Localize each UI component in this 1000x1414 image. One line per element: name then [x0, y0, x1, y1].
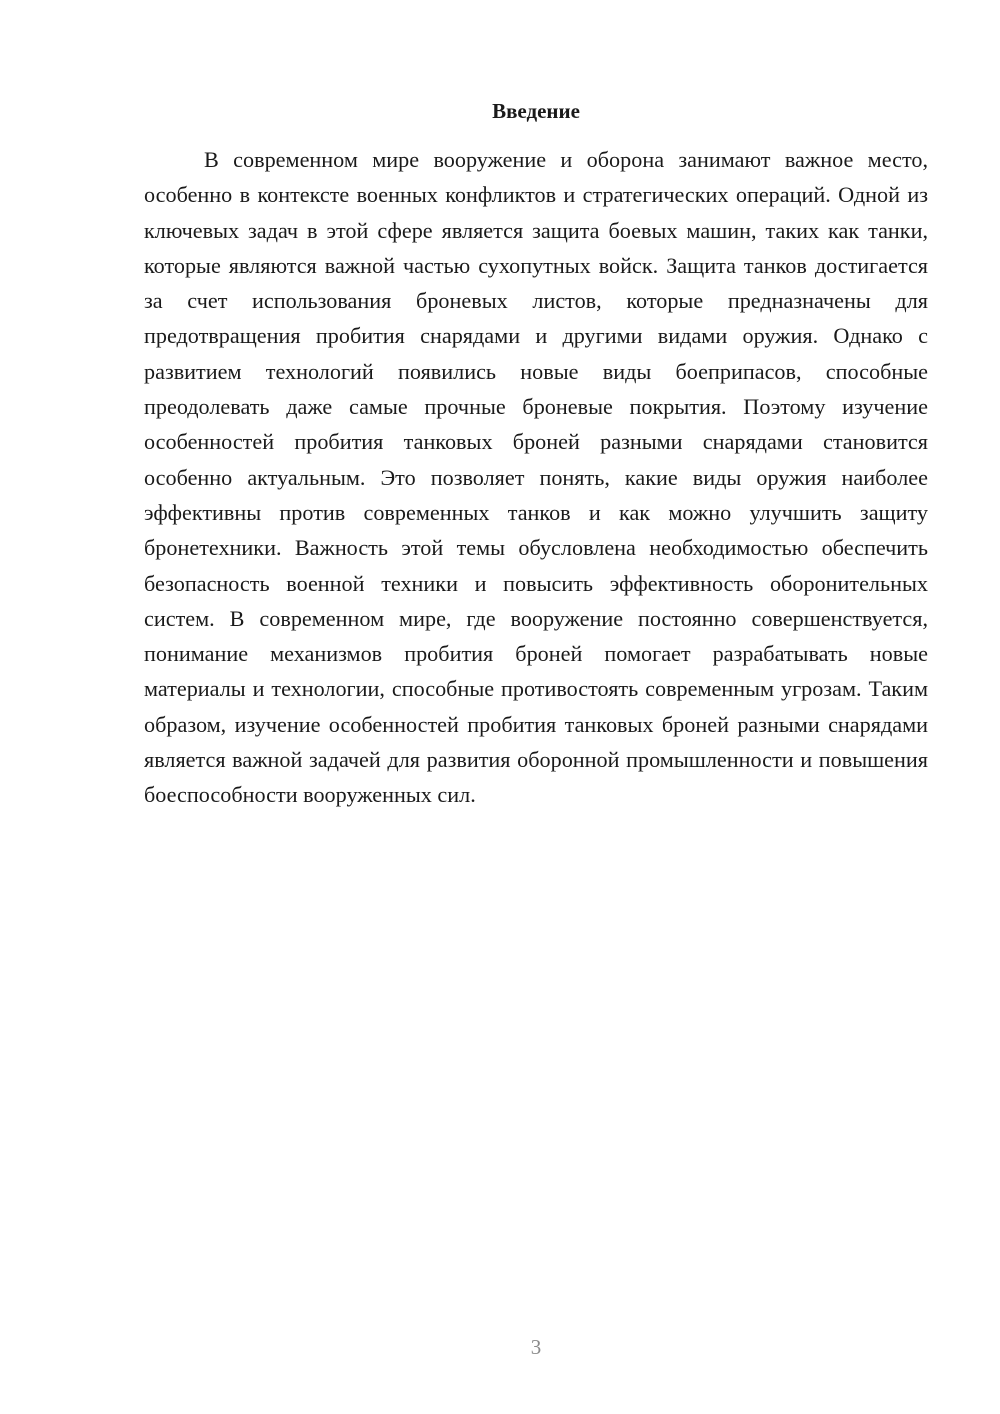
body-paragraph: В современном мире вооружение и оборона занимают важное место, особенно в контексте военных конфликтов и стратегических операций. Одной из ключевых задач в этой сфере является защита боевых машин, таких как танки, которые являются важной частью сухопутных войск. Защита танков достигается за счет использования броневых листов, которые предназначены для предотвращения пробития снарядами и другими видами оружия. Однако с развитием технологий появились новые виды боеприпасов, способные преодолевать даже самые прочные броневые покрытия. Поэтому изучение особенностей пробития танковых броней разными снарядами становится особенно актуальным. Это позволяет понять, какие виды оружия наиболее эффективны против современных танков и как можно улучшить защиту бронетехники. Важность этой темы обусловлена необходимостью обеспечить безопасность военной техники и повысить эффективность оборонительных систем. В современном мире, где вооружение постоянно совершенствуется, понимание механизмов пробития броней помогает разрабатывать новые материалы и технологии, способные противостоять современным угрозам. Таким образом, изучение особенностей пробития танковых броней разными снарядами является важной задачей для развития оборонной промышленности и повышения боеспособности вооруженных сил. [144, 147, 928, 808]
page-number: 3 [530, 1335, 542, 1359]
section-heading: Введение [492, 99, 580, 123]
